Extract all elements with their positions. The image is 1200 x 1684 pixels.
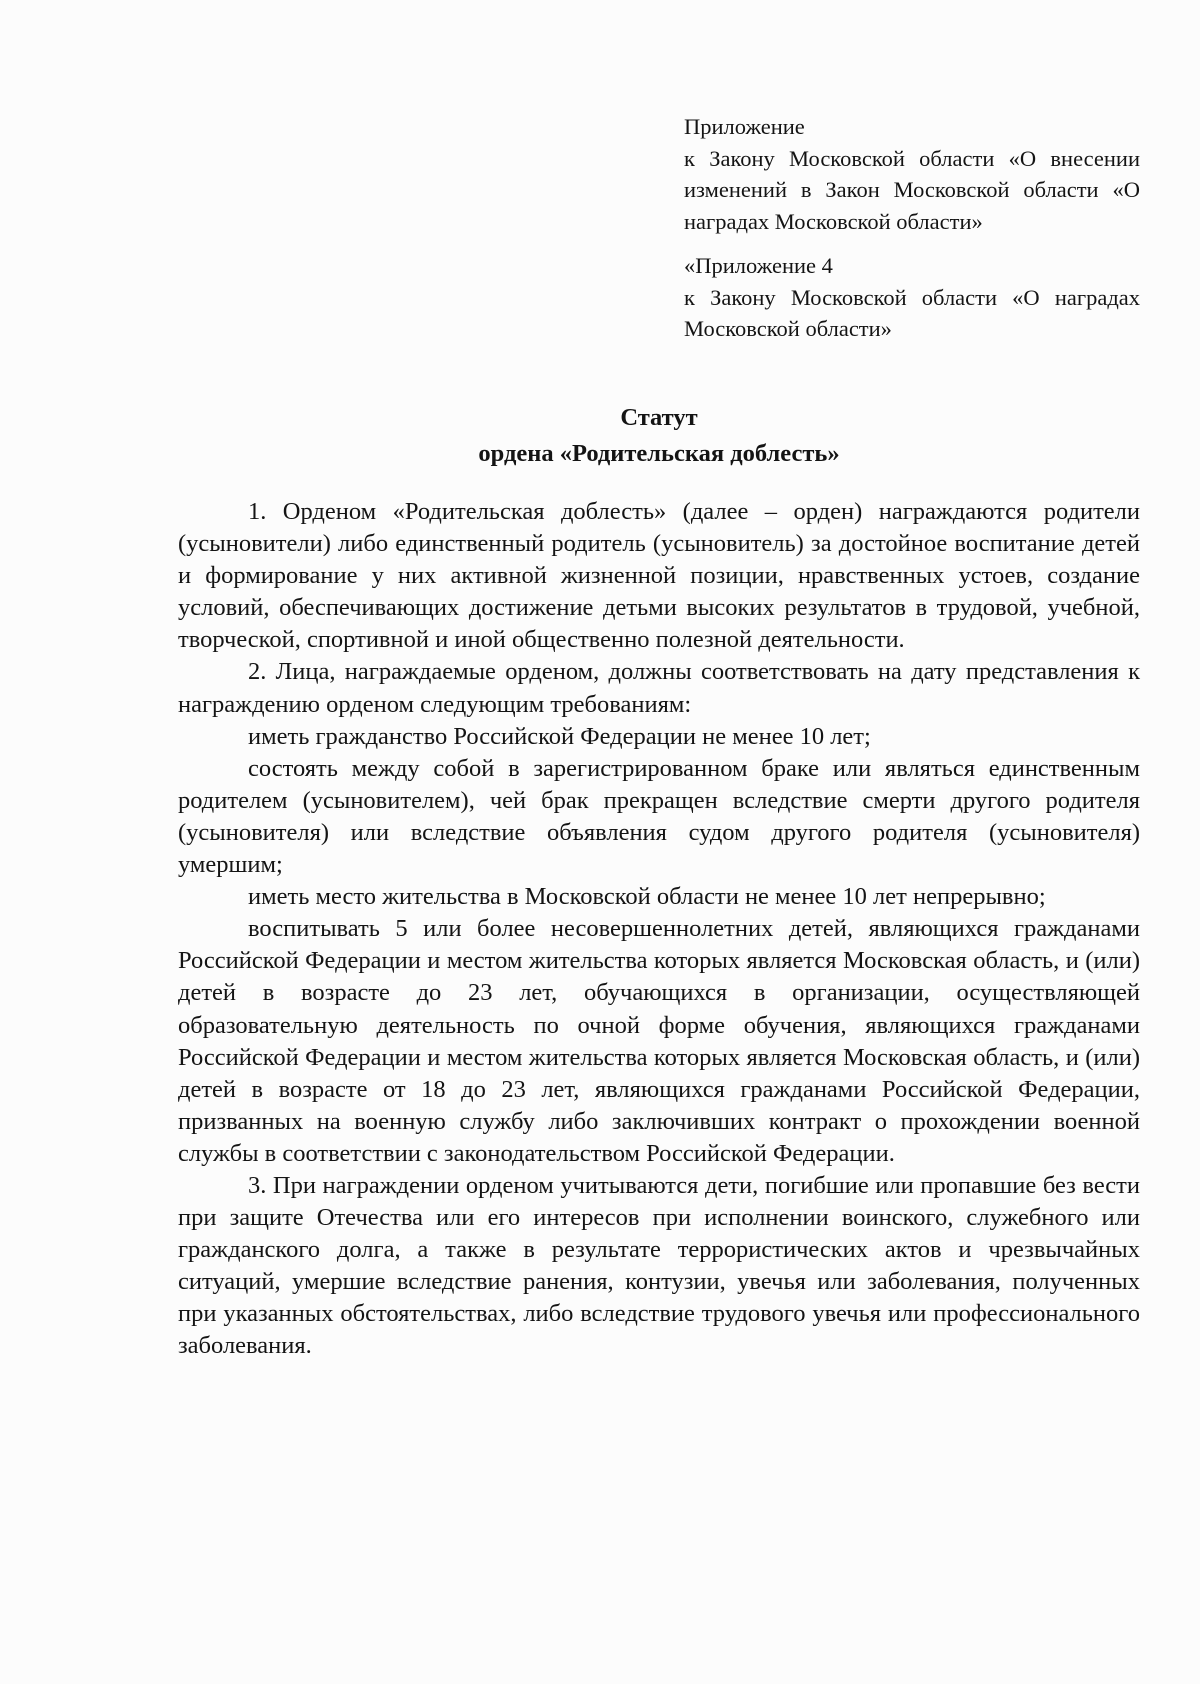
- appendix-subheader: [684, 250, 1140, 345]
- paragraph-2: 2. Лица, награждаемые орденом, должны соответствовать на дату представления к награждению орденом следующим требованиям:: [178, 658, 1140, 718]
- paragraph-1: 1. Орденом «Родительская доблесть» (далее – орден) награждаются родители (усыновители) либо единственный родитель (усыновитель) за достойное воспитание детей и формирование у них активной жизненной позиции, нравственных устоев, создание условий, обеспечивающих достижение детьми высоких результатов в трудовой, учебной, творческой, спортивной и иной общественно полезной деятельности.: [178, 498, 1140, 654]
- document-body: [178, 496, 1140, 1363]
- title-line-1: Статут: [620, 404, 698, 431]
- appendix-sub-reference: к Закону Московской области «О наградах Московской области»: [684, 284, 1140, 341]
- appendix-reference: к Закону Московской области «О внесении изменений в Закон Московской области «О наградах Московской области»: [684, 145, 1140, 234]
- paragraph-7: 3. При награждении орденом учитываются дети, погибшие или пропавшие без вести при защите Отечества или его интересов при исполнении воинского, служебного или гражданского долга, а также в результате террористических актов и чрезвычайных ситуаций, умершие вследствие ранения, контузии, увечья или заболевания, полученных при указанных обстоятельствах, либо вследствие трудового увечья или профессионального заболевания.: [178, 1171, 1140, 1360]
- appendix-sub-label: «Приложение 4: [684, 253, 833, 278]
- title-line-2: ордена «Родительская доблесть»: [478, 440, 840, 467]
- appendix-header: [684, 111, 1140, 237]
- appendix-label: Приложение: [684, 114, 805, 139]
- document-title: [178, 400, 1140, 472]
- paragraph-4: состоять между собой в зарегистрированном браке или являться единственным родителем (усыновителем), чей брак прекращен вследствие смерти другого родителя (усыновителя) или вследствие объявления судом другого родителя (усыновителя) умершим;: [178, 754, 1140, 879]
- paragraph-3: иметь гражданство Российской Федерации не менее 10 лет;: [248, 722, 871, 750]
- paragraph-5: иметь место жительства в Московской области не менее 10 лет непрерывно;: [248, 883, 1046, 911]
- paragraph-6: воспитывать 5 или более несовершеннолетних детей, являющихся гражданами Российской Федерации и местом жительства которых является Московская область, и (или) детей в возрасте до 23 лет, обучающихся в организации, осуществляющей образовательную деятельность по очной форме обучения, являющихся гражданами Российской Федерации и местом жительства которых является Московская область, и (или) детей в возрасте от 18 до 23 лет, являющихся гражданами Российской Федерации, призванных на военную службу либо заключивших контракт о прохождении военной службы в соответствии с законодательством Российской Федерации.: [178, 915, 1140, 1167]
